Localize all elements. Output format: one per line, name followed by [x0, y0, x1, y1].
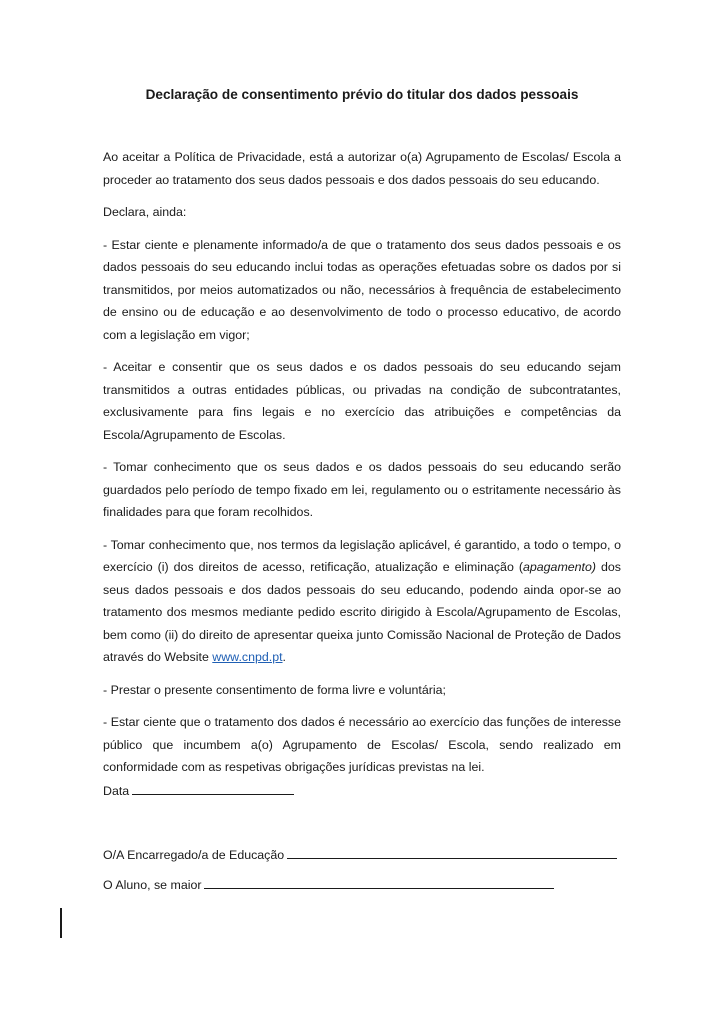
guardian-signature-line: [103, 846, 617, 864]
document-title: Declaração de consentimento prévio do titular dos dados pessoais: [145, 87, 579, 102]
clause-4-italic-term: apagamento): [522, 560, 597, 574]
clause-4-text-middle: dos seus dados pessoais e dos dados pessoais do seu educando, podendo ainda opor-se ao tratamento dos mesmos mediante pedido escrito dirigido à Escola/Agrupamento de Escolas, bem como (ii) do direito de apresentar queixa junto Comissão Nacional de Proteção de Dados através do Website: [103, 560, 622, 664]
document-body: [103, 146, 621, 789]
date-blank-line[interactable]: [132, 782, 294, 795]
margin-change-bar: [60, 908, 62, 938]
clause-1-paragraph: - Estar ciente e plenamente informado/a de que o tratamento dos seus dados pessoais e os dados pessoais do seu educando inclui todas as operações efetuadas sobre os dados por si transmitidos, por meios automatizados ou não, necessários à frequência de estabelecimento de ensino ou de educação e ao desenvolvimento de todo o processo educativo, de acordo com a legislação em vigor;: [103, 237, 621, 342]
clause-6-paragraph: - Estar ciente que o tratamento dos dados é necessário ao exercício das funções de interesse público que incumbem a(o) Agrupamento de Escolas/ Escola, sendo realizado em conformidade com as respetivas obrigações jurídicas previstas na lei.: [103, 715, 621, 774]
student-blank-line[interactable]: [204, 876, 554, 889]
clause-2-paragraph: - Aceitar e consentir que os seus dados e os dados pessoais do seu educando sejam transmitidos a outras entidades públicas, ou privadas na condição de subcontratantes, exclusivamente para fins legais e no exercício das atribuições e competências da Escola/Agrupamento de Escolas.: [103, 360, 621, 442]
guardian-label: O/A Encarregado/a de Educação: [103, 848, 285, 862]
clause-4-text-start: - Tomar conhecimento que, nos termos da legislação aplicável, é garantido, a todo o tempo, o exercício (i) dos direitos de acesso, retificação, atualização e eliminação (: [103, 537, 621, 574]
clause-5-paragraph: - Prestar o presente consentimento de forma livre e voluntária;: [103, 682, 446, 697]
declares-paragraph: Declara, ainda:: [103, 205, 187, 219]
intro-paragraph: Ao aceitar a Política de Privacidade, está a autorizar o(a) Agrupamento de Escolas/ Escola a proceder ao tratamento dos seus dados pessoais e dos dados pessoais do seu educando.: [103, 150, 621, 187]
cnpd-website-link[interactable]: www.cnpd.pt: [212, 650, 283, 664]
student-label: O Aluno, se maior: [103, 878, 202, 892]
clause-3-paragraph: - Tomar conhecimento que os seus dados e os dados pessoais do seu educando serão guardados pelo período de tempo fixado em lei, regulamento ou o estritamente necessário às finalidades para que foram recolhidos.: [103, 460, 621, 519]
date-signature-line: [103, 782, 294, 800]
guardian-blank-line[interactable]: [287, 846, 617, 859]
student-signature-line: [103, 876, 554, 894]
date-label: Data: [103, 784, 130, 798]
clause-4-paragraph: [103, 534, 621, 669]
clause-4-text-end: .: [282, 650, 286, 664]
